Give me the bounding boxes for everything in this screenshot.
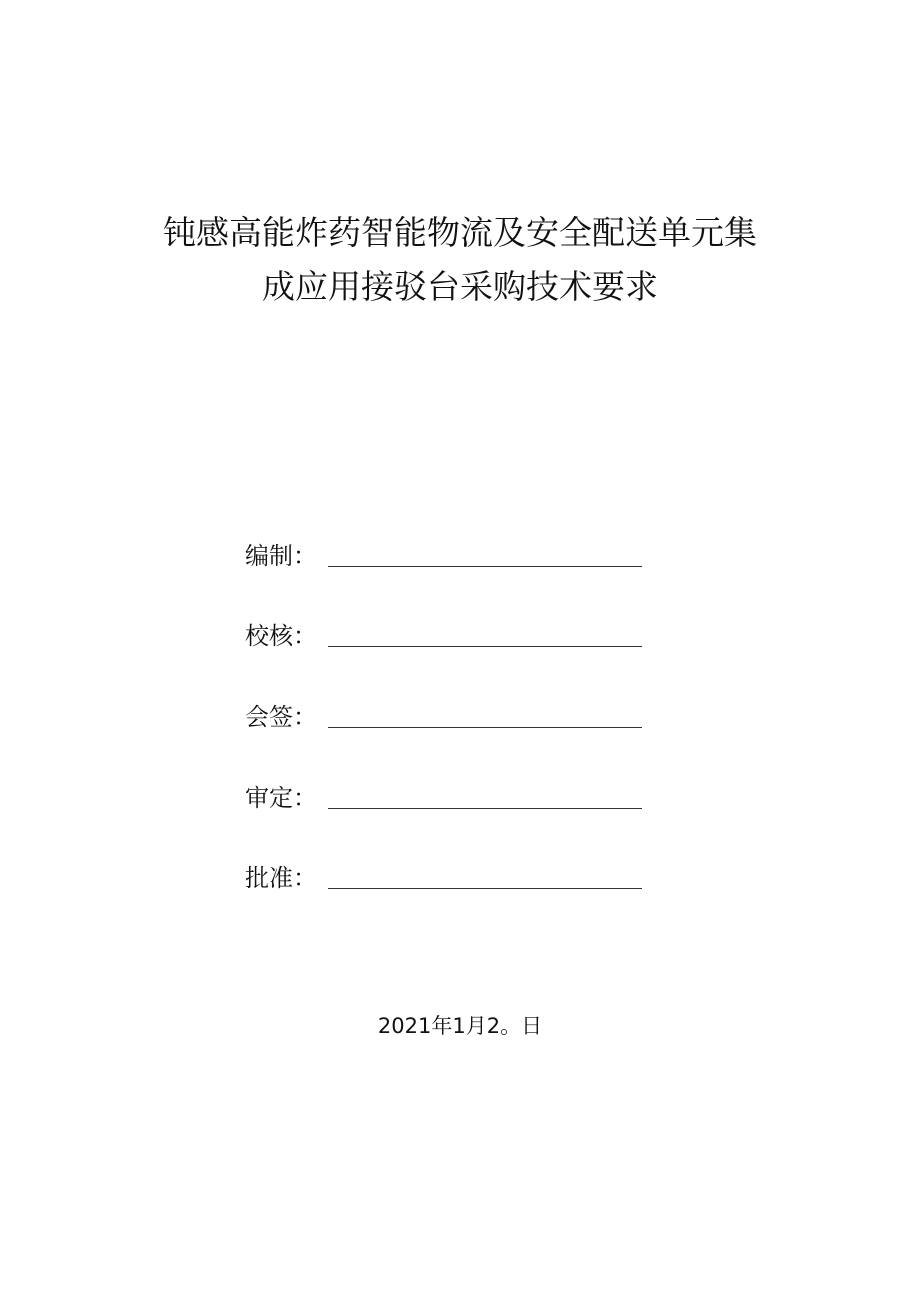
signature-row-countersign bbox=[245, 699, 665, 739]
signature-line-countersign bbox=[328, 727, 642, 728]
document-title bbox=[0, 206, 920, 314]
signature-label-review: 审定： bbox=[245, 784, 317, 812]
signature-line-approve bbox=[328, 888, 642, 889]
signature-line-review bbox=[328, 808, 642, 809]
signature-label-countersign: 会签： bbox=[245, 703, 317, 731]
signature-label-compile: 编制： bbox=[245, 542, 317, 570]
title-line-1: 钝感高能炸药智能物流及安全配送单元集 bbox=[163, 213, 757, 252]
signature-row-approve bbox=[245, 860, 665, 900]
signature-line-compile bbox=[328, 566, 642, 567]
signature-line-check bbox=[328, 646, 642, 647]
title-line-2: 成应用接驳台采购技术要求 bbox=[262, 267, 658, 306]
document-date: 2021年1月2。日 bbox=[377, 1014, 543, 1038]
signature-label-check: 校核： bbox=[245, 622, 317, 650]
signature-label-approve: 批准： bbox=[245, 864, 317, 892]
signature-row-compile bbox=[245, 538, 665, 578]
signature-row-check bbox=[245, 618, 665, 658]
signature-row-review bbox=[245, 780, 665, 820]
